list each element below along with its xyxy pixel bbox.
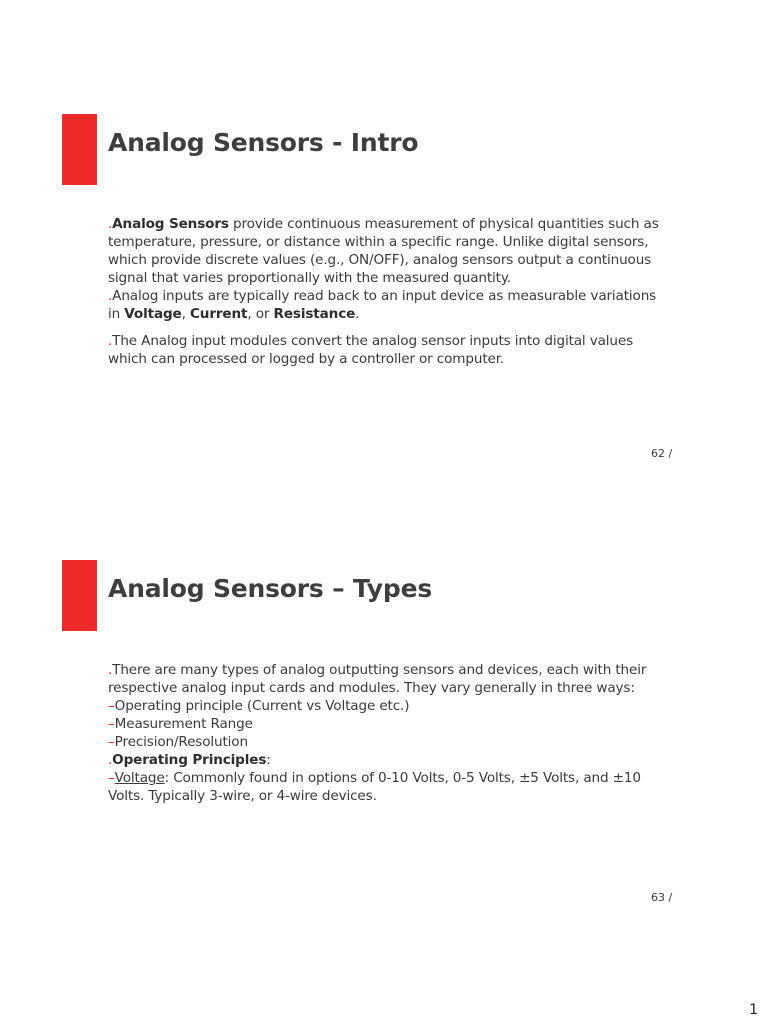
- bullet-paragraph: [108, 661, 668, 697]
- sub-item: [108, 769, 668, 805]
- slide-title: Analog Sensors – Types: [108, 574, 433, 603]
- bullet-marker: .: [108, 662, 113, 678]
- paragraph-text: There are many types of analog outputting sensors and devices, each with their respective analog input cards and modules. They vary generally in three ways:: [108, 662, 647, 696]
- bullet-paragraph: [108, 215, 668, 287]
- bold-term: Operating Principles: [112, 752, 267, 768]
- paragraph-text: Analog inputs are typically read back to an input device as measurable variations in: [108, 288, 657, 322]
- paragraph-text: provide continuous measurement of physical quantities such as temperature, pressure, or distance within a specific range. Unlike digital sensors, which provide discrete values (e.g., ON/OFF), analog sensors output a continuous signal that varies proportionally with the measured quantity.: [108, 216, 659, 286]
- document-page-number: 1: [749, 1002, 758, 1018]
- sub-item: [108, 715, 668, 733]
- bullet-marker: .: [108, 752, 113, 768]
- bold-term: Current: [189, 306, 248, 322]
- dash-marker: –: [108, 698, 115, 714]
- sub-item-text: Operating principle (Current vs Voltage etc.): [114, 698, 410, 714]
- separator: .: [355, 306, 360, 322]
- separator: ,: [181, 306, 190, 322]
- sub-item-text: : Commonly found in options of 0-10 Volts, 0-5 Volts, ±5 Volts, and ±10 Volts. Typically 3-wire, or 4-wire devices.: [108, 770, 641, 804]
- bullet-paragraph: [108, 332, 668, 368]
- separator: :: [266, 752, 271, 768]
- sub-item: [108, 697, 668, 715]
- sub-item-text: Precision/Resolution: [114, 734, 248, 750]
- bold-term: Analog Sensors: [112, 216, 229, 232]
- underlined-term: Voltage: [114, 770, 165, 786]
- slide-analog-sensors-types: [0, 446, 768, 958]
- slide-title: Analog Sensors - Intro: [108, 128, 419, 157]
- dash-marker: –: [108, 734, 115, 750]
- slide-body: [108, 661, 668, 805]
- bold-term: Resistance: [273, 306, 356, 322]
- dash-marker: –: [108, 716, 115, 732]
- bullet-marker: .: [108, 333, 113, 349]
- bold-term: Voltage: [124, 306, 182, 322]
- slide-body: [108, 215, 668, 368]
- sub-item: [108, 733, 668, 751]
- paragraph-text: The Analog input modules convert the analog sensor inputs into digital values which can processed or logged by a controller or computer.: [108, 333, 634, 367]
- bullet-marker: .: [108, 216, 113, 232]
- bullet-marker: .: [108, 288, 113, 304]
- sub-item-text: Measurement Range: [114, 716, 253, 732]
- bullet-paragraph: [108, 287, 668, 323]
- title-accent-bar: [62, 114, 97, 185]
- slide-page-number: 63 /: [651, 891, 673, 904]
- slide-page-number: 62 /: [651, 447, 673, 460]
- bullet-paragraph: [108, 751, 668, 769]
- title-accent-bar: [62, 560, 97, 631]
- separator: , or: [247, 306, 274, 322]
- dash-marker: –: [108, 770, 115, 786]
